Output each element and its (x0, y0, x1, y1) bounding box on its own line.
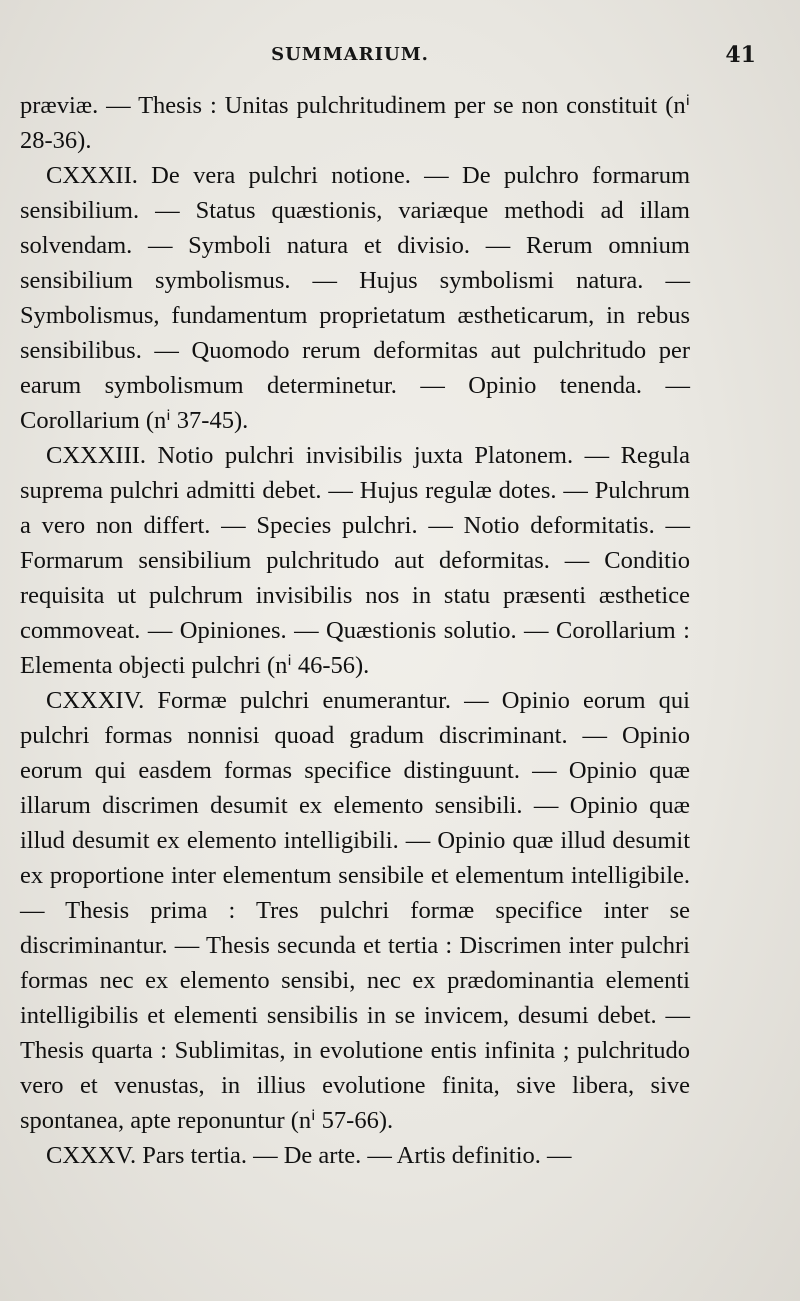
paragraph-cxxxiii: CXXXIII. Notio pulchri invisibilis juxta Platonem. — Regula suprema pulchri admitti debet. — Hujus regulæ dotes. — Pulchrum a vero non differt. — Species pulchri. — Notio deformitatis. — Formarum sensibilium pulchritudo aut deformitas. — Conditio requisita ut pulchrum invisibilis nos in statu præsenti æsthetice commoveat. — Opiniones. — Quæstionis solutio. — Corollarium : Elementa objecti pulchri (nⁱ 46-56). (20, 442, 690, 679)
running-title: SUMMARIUM. (271, 44, 429, 65)
paragraph-cxxxiv: CXXXIV. Formæ pulchri enumerantur. — Opinio eorum qui pulchri formas nonnisi quoad gradum discriminant. — Opinio eorum qui easdem formas specifice distinguunt. — Opinio quæ illarum discrimen desumit ex elemento sensibili. — Opinio quæ illud desumit ex elemento intelligibili. — Opinio quæ illud desumit ex proportione inter elementum sensibile et elementum intelligibile. — Thesis prima : Tres pulchri formæ specifice inter se discriminantur. — Thesis secunda et tertia : Discrimen inter pulchri formas nec ex elemento sensibi, nec ex prædominantia elementi intelligibilis et elementi sensibilis in se invicem, desumi debet. — Thesis quarta : Sublimitas, in evolutione entis infinita ; pulchritudo vero et venustas, in illius evolutione finita, sive libera, sive spontanea, apte reponuntur (nⁱ 57-66). (20, 687, 690, 1134)
page-header (0, 40, 800, 76)
paragraph-cxxxii: CXXXII. De vera pulchri notione. — De pulchro formarum sensibilium. — Status quæstionis, variæque methodi ad illam solvendam. — Symboli natura et divisio. — Rerum omnium sensibilium symbolismus. — Hujus symbolismi natura. — Symbolismus, fundamentum proprietatum æstheticarum, in rebus sensibilibus. — Quomodo rerum deformitas aut pulchritudo per earum symbolismum determinetur. — Opinio tenenda. — Corollarium (nⁱ 37-45). (20, 162, 690, 434)
paragraph-continuation: præviæ. — Thesis : Unitas pulchritudinem per se non constituit (nⁱ 28-36). (20, 92, 690, 154)
page-number: 41 (725, 42, 756, 68)
paragraph-cxxxv: CXXXV. Pars tertia. — De arte. — Artis definitio. — (46, 1142, 572, 1169)
body-text (20, 88, 690, 1173)
